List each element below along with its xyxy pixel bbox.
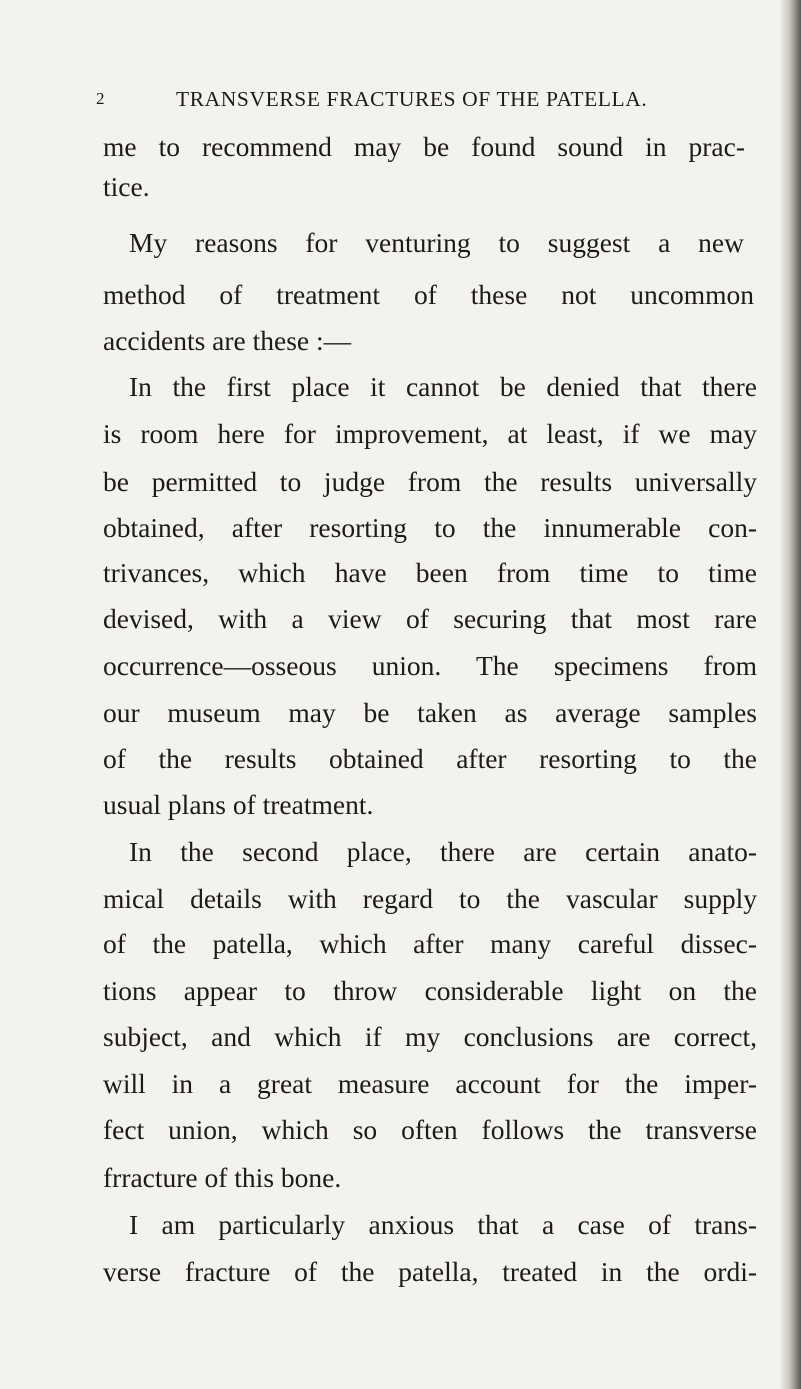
text-line: obtained, after resorting to the innumerable con- bbox=[103, 512, 757, 543]
text-line: trivances, which have been from time to time bbox=[103, 557, 757, 588]
text-line: My reasons for venturing to suggest a new bbox=[129, 227, 744, 258]
text-line: accidents are these :— bbox=[103, 325, 352, 356]
text-line: mical details with regard to the vascular supply bbox=[103, 883, 757, 914]
text-line: tice. bbox=[103, 171, 150, 202]
text-line: In the second place, there are certain anato- bbox=[129, 836, 757, 867]
text-line: subject, and which if my conclusions are correct, bbox=[103, 1021, 757, 1052]
text-line: is room here for improvement, at least, if we may bbox=[103, 418, 757, 449]
text-line: me to recommend may be found sound in prac- bbox=[103, 131, 745, 162]
text-line: usual plans of treatment. bbox=[103, 789, 374, 820]
running-title: TRANSVERSE FRACTURES OF THE PATELLA. bbox=[176, 87, 648, 111]
text-line: occurrence—osseous union. The specimens from bbox=[103, 650, 757, 681]
text-line: of the patella, which after many careful dissec- bbox=[103, 928, 757, 959]
text-line: devised, with a view of securing that most rare bbox=[103, 603, 757, 634]
text-line: I am particularly anxious that a case of trans- bbox=[129, 1209, 757, 1240]
text-line: In the first place it cannot be denied that there bbox=[129, 371, 757, 402]
text-line: our museum may be taken as average samples bbox=[103, 697, 757, 728]
text-line: be permitted to judge from the results universally bbox=[103, 466, 757, 497]
text-line: frracture of this bone. bbox=[103, 1162, 342, 1193]
binding-shadow bbox=[779, 0, 801, 1389]
running-head bbox=[96, 84, 696, 114]
text-line: fect union, which so often follows the transverse bbox=[103, 1114, 757, 1145]
text-line: of the results obtained after resorting to the bbox=[103, 743, 757, 774]
text-line: will in a great measure account for the imper- bbox=[103, 1068, 757, 1099]
text-line: verse fracture of the patella, treated in the ordi- bbox=[103, 1256, 757, 1287]
text-line: tions appear to throw considerable light on the bbox=[103, 975, 757, 1006]
page-number: 2 bbox=[96, 89, 105, 108]
text-line: method of treatment of these not uncommon bbox=[103, 279, 754, 310]
